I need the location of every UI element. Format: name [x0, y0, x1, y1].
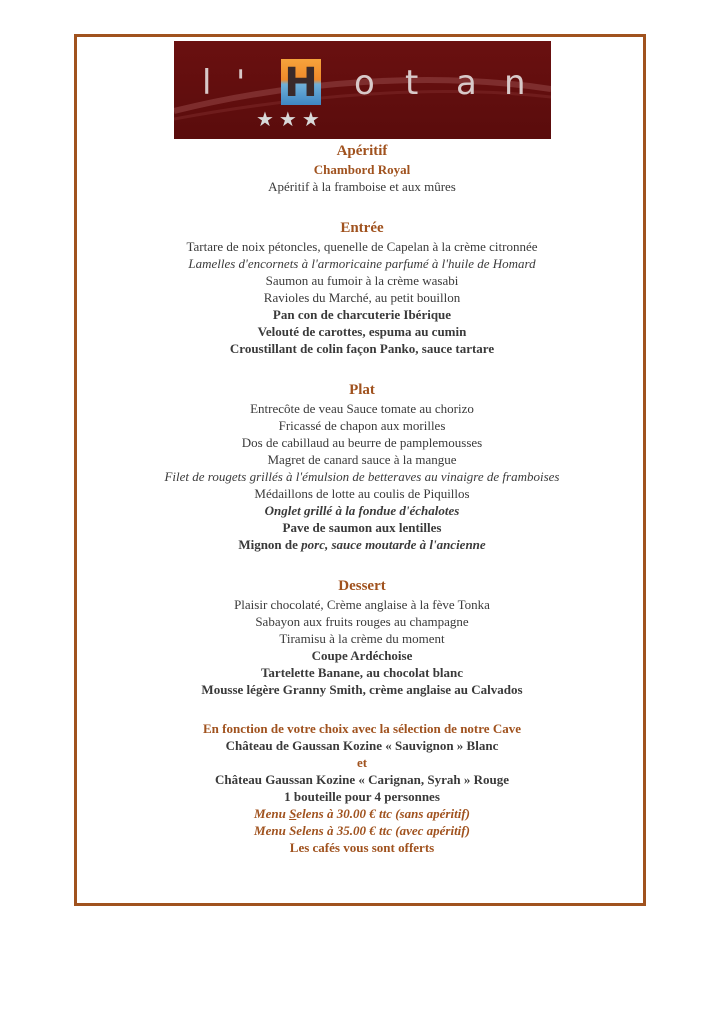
wine-and: et	[356, 755, 368, 770]
menu-item: Tartelette Banane, au chocolat blanc	[260, 665, 464, 680]
hotel-logo	[174, 41, 551, 139]
logo-h-block	[281, 59, 321, 105]
aperitif-description: Apéritif à la framboise et aux mûres	[268, 179, 456, 194]
menu-item: Ravioles du Marché, au petit bouillon	[263, 290, 461, 305]
menu-item: Sabayon aux fruits rouges au champagne	[255, 614, 469, 629]
menu-item: Lamelles d'encornets à l'armoricaine parfumé à l'huile de Homard	[188, 256, 536, 271]
menu-item: Saumon au fumoir à la crème wasabi	[265, 273, 459, 288]
wine-section	[74, 720, 650, 805]
wine-bottle: 1 bouteille pour 4 personnes	[284, 789, 440, 804]
entree-title: Entrée	[340, 220, 384, 236]
menu-item: Filet de rougets grillés à l'émulsion de betteraves au vinaigre de framboises	[164, 469, 560, 484]
menu-item: Dos de cabillaud au beurre de pamplemousses	[241, 435, 483, 450]
logo-letter: n	[504, 63, 526, 103]
menu-item: Médaillons de lotte au coulis de Piquillos	[254, 486, 470, 501]
menu-item: Velouté de carottes, espuma au cumin	[257, 324, 467, 339]
menu-price-with-aperitif: Menu Selens à 35.00 € ttc (avec apéritif)	[254, 823, 470, 838]
wine-intro: En fonction de votre choix avec la sélection de notre Cave	[203, 721, 521, 736]
menu-item: Croustillant de colin façon Panko, sauce tartare	[229, 341, 495, 356]
menu-price-without-aperitif	[74, 805, 650, 822]
logo-letter: a	[456, 63, 477, 103]
wine-red: Château Gaussan Kozine « Carignan, Syrah » Rouge	[215, 772, 509, 787]
plat-section	[74, 381, 650, 553]
coffee-note: Les cafés vous sont offerts	[289, 840, 435, 855]
menu-item-suffix: porc, sauce moutarde à l'ancienne	[301, 537, 486, 552]
star-rating: ★★★	[256, 107, 325, 131]
menu-item	[74, 536, 650, 553]
menu-item: Pave de saumon aux lentilles	[282, 520, 442, 535]
menu-item: Coupe Ardéchoise	[311, 648, 413, 663]
menu-item: Onglet grillé à la fondue d'échalotes	[264, 503, 460, 518]
wine-white: Château de Gaussan Kozine « Sauvignon » Blanc	[225, 738, 499, 753]
menu-item: Tiramisu à la crème du moment	[279, 631, 445, 646]
menu-item: Magret de canard sauce à la mangue	[267, 452, 457, 467]
aperitif-section	[74, 142, 650, 195]
logo-letter: o	[354, 63, 375, 103]
logo-letter: t	[405, 63, 419, 103]
menu-item: Plaisir chocolaté, Crème anglaise à la fève Tonka	[234, 597, 490, 612]
logo-letter: l	[202, 63, 212, 103]
aperitif-name: Chambord Royal	[313, 162, 411, 177]
menu-item: Fricassé de chapon aux morilles	[278, 418, 446, 433]
menu-item: Tartare de noix pétoncles, quenelle de Capelan à la crème citronnée	[186, 239, 538, 254]
price-section	[74, 805, 650, 856]
price-text: S	[289, 806, 297, 821]
logo-letter: '	[236, 63, 246, 103]
aperitif-title: Apéritif	[336, 143, 388, 159]
menu-content	[74, 142, 650, 856]
menu-item-prefix: Mignon de	[238, 537, 302, 552]
plat-title: Plat	[349, 382, 375, 398]
dessert-title: Dessert	[338, 578, 386, 594]
price-text: Menu	[254, 806, 290, 821]
logo-h-letter: H	[284, 60, 318, 106]
menu-item: Mousse légère Granny Smith, crème anglaise au Calvados	[201, 682, 523, 697]
menu-item: Entrecôte de veau Sauce tomate au chorizo	[250, 401, 474, 416]
entree-section	[74, 219, 650, 357]
price-text: elens à 30.00 € ttc (sans apéritif)	[296, 806, 470, 821]
dessert-section	[74, 577, 650, 698]
menu-item: Pan con de charcuterie Ibérique	[272, 307, 452, 322]
